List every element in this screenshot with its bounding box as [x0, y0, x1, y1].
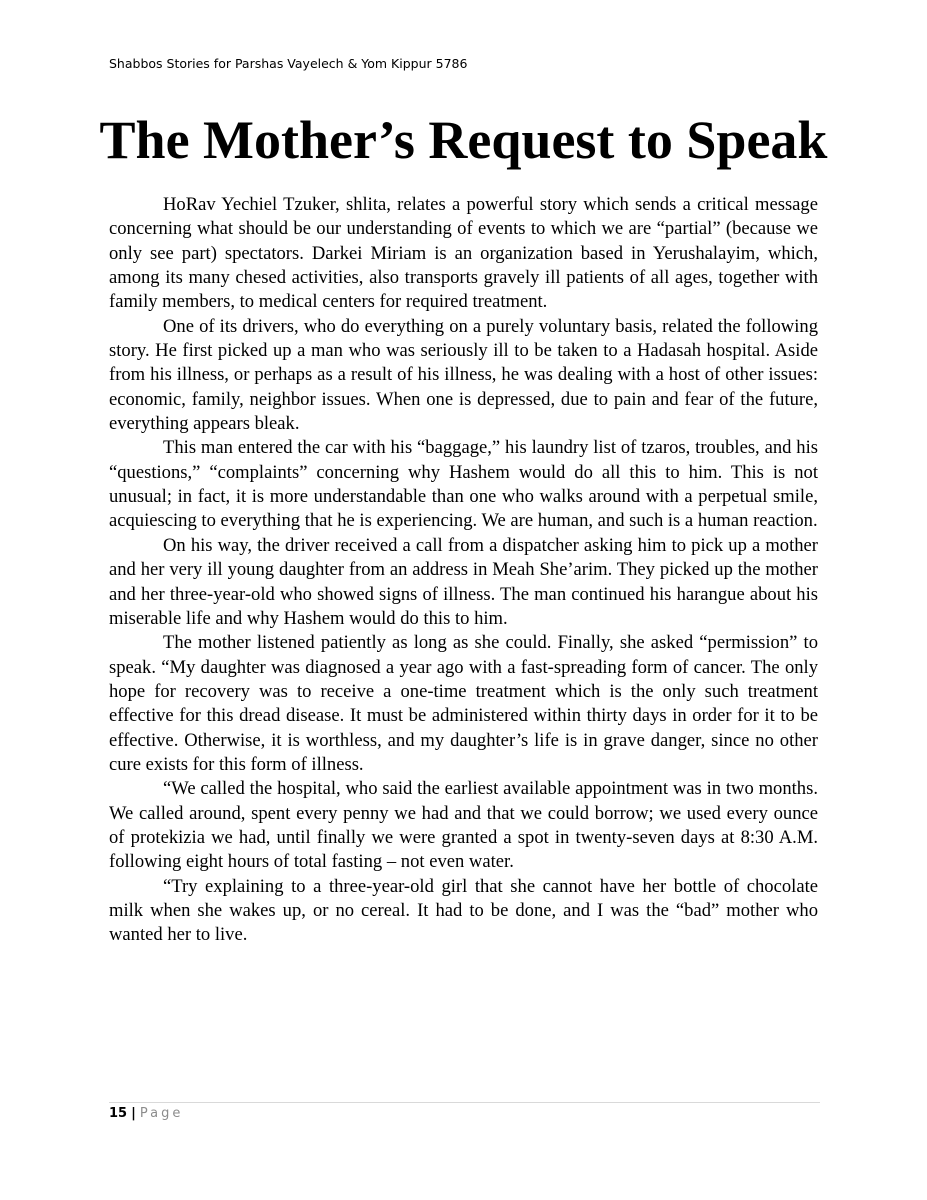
paragraph: HoRav Yechiel Tzuker, shlita, relates a powerful story which sends a critical message concerning what should be our understanding of events to which we are “partial” (because we only see part) spectators. Darkei Miriam is an organization based in Yerushalayim, which, among its many chesed activities, also transports gravely ill patients of all ages, together with family members, to medical centers for required treatment.: [109, 194, 818, 313]
page-footer: [109, 1106, 183, 1121]
paragraph: “We called the hospital, who said the earliest available appointment was in two months. We called around, spent every penny we had and that we could borrow; we used every ounce of protekizia we had, until finally we were granted a spot in twenty-seven days at 8:30 A.M. following eight hours of total fasting – not even water.: [109, 778, 818, 873]
page-number: 15: [109, 1106, 128, 1121]
paragraph: One of its drivers, who do everything on a purely voluntary basis, related the following story. He first picked up a man who was seriously ill to be taken to a Hadasah hospital. Aside from his illness, or perhaps as a result of his illness, he was dealing with a host of other issues: economic, family, neighbor issues. When one is depressed, due to pain and fear of the future, everything appears bleak.: [109, 315, 818, 435]
article-body: [109, 193, 818, 948]
running-header: Shabbos Stories for Parshas Vayelech & Yom Kippur 5786: [109, 56, 468, 71]
paragraph: The mother listened patiently as long as she could. Finally, she asked “permission” to speak. “My daughter was diagnosed a year ago with a fast-spreading form of cancer. The only hope for recovery was to receive a one-time treatment which is the only such treatment effective for this dread disease. It must be administered within thirty days in order for it to be effective. Otherwise, it is worthless, and my daughter’s life is in grave danger, since no other cure exists for this form of illness.: [109, 632, 818, 775]
paragraph: This man entered the car with his “baggage,” his laundry list of tzaros, troubles, and his “questions,” “complaints” concerning why Hashem would do all this to him. This is not unusual; in fact, it is more understandable than one who walks around with a perpetual smile, acquiescing to everything that he is experiencing. We are human, and such is a human reaction.: [109, 437, 818, 532]
paragraph: On his way, the driver received a call from a dispatcher asking him to pick up a mother and her very ill young daughter from an address in Meah She’arim. They picked up the mother and her three-year-old who showed signs of illness. The man continued his harangue about his miserable life and why Hashem would do this to him.: [109, 534, 818, 629]
article-title: The Mother’s Request to Speak: [99, 110, 828, 170]
page-label: Page: [139, 1106, 184, 1121]
paragraph: “Try explaining to a three-year-old girl that she cannot have her bottle of chocolate milk when she wakes up, or no cereal. It had to be done, and I was the “bad” mother who wanted her to live.: [109, 875, 818, 946]
footer-separator: |: [131, 1106, 136, 1121]
footer-divider: [109, 1102, 820, 1103]
